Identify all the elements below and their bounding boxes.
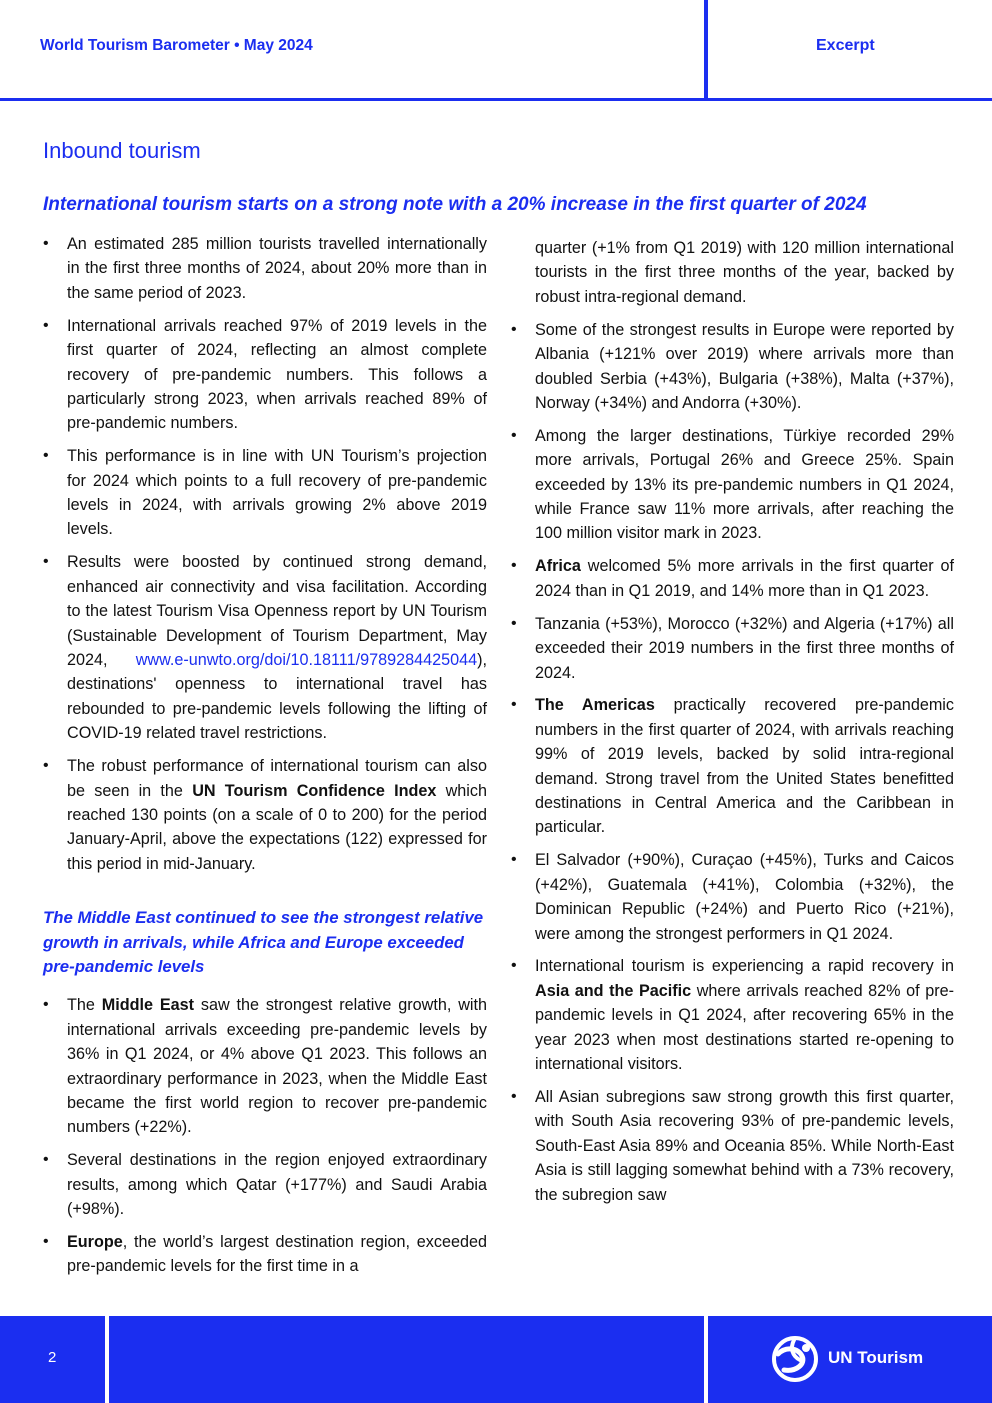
item-bold-text: Europe [67,1233,123,1252]
list-item: • Among the larger destinations, Türkiye recorded 29% more arrivals, Portugal 26% and Greece 25%. Spain exceeded by 13% its pre-pandemic numbers in Q1 2024, while France saw 11% more arrivals, after reaching the 100 million visitor mark in 2023. [511,424,954,546]
item-bold-text: Middle East [101,996,195,1015]
list-item [43,550,487,745]
list-item [43,754,487,876]
right-column [511,236,954,1216]
list-item [511,554,954,603]
list-item: • Tanzania (+53%), Morocco (+32%) and Algeria (+17%) all exceeded their 2019 numbers in the first three months of 2024. [511,612,954,685]
item-text: International tourism is experiencing a rapid recovery in [535,957,954,976]
header-rule [0,98,992,101]
list-item: • This performance is in line with UN Tourism’s projection for 2024 which points to a full recovery of pre-pandemic levels in 2024, with arrivals growing 2% above 2019 levels. [43,444,487,542]
item-bold-text: UN Tourism Confidence Index [192,781,437,800]
item-text: which reached 130 points (on a scale of 0 to 200) for the period January-April, above the expectations (122) expressed for this period in mid-January. [67,781,488,873]
item-text: The robust performance of international tourism can also be seen in the [67,757,487,800]
item-text: practically recovered pre-pandemic numbers in the first quarter of 2024, with arrivals reaching 99% of 2019 levels, backed by solid intra-regional demand. Strong travel from the United States benefitted destinations in Central America and the Caribbean in particular. [535,696,954,837]
list-item: • Several destinations in the region enjoyed extraordinary results, among which Qatar (+177%) and Saudi Arabia (+98%). [43,1148,487,1221]
item-bold-text: The Americas [535,696,655,715]
bullet-list [43,993,487,1278]
footer-divider [105,1316,109,1403]
list-item [43,1230,487,1279]
list-item [511,954,954,1076]
bullet-list [43,232,487,876]
list-item: • An estimated 285 million tourists travelled internationally in the first three months of 2024, about 20% more than in the same period of 2023. [43,232,487,305]
header-divider [704,0,708,101]
item-text: welcomed 5% more arrivals in the first quarter of 2024 than in Q1 2019, and 14% more than in Q1 2023. [535,557,954,600]
section-subtitle: International tourism starts on a strong note with a 20% increase in the first quarter of 2024 [43,194,867,215]
footer-divider [704,1316,708,1403]
item-text: where arrivals reached 82% of pre-pandemic levels in Q1 2024, after recovering 65% in the year 2023 when most destinations started re-opening to international visitors. [535,981,954,1074]
item-text: The [67,996,102,1015]
page-number: 2 [48,1349,57,1366]
item-text: , the world’s largest destination region, exceeded pre-pandemic levels for the first time in a [67,1233,487,1276]
continued-text: quarter (+1% from Q1 2019) with 120 million international tourists in the first three months of the year, backed by robust intra-regional demand. [535,239,954,306]
item-text: ), destinations' openness to international travel has rebounded to pre-pandemic levels following the lifting of COVID-19 related travel restrictions. [67,651,487,743]
item-text: saw the strongest relative growth, with international arrivals exceeding pre-pandemic levels by 36% in Q1 2024, or 4% above Q1 2023. This follows an extraordinary performance in 2023, when the Middle East became the first world region to recover pre-pandemic numbers (+22%). [67,996,487,1137]
item-text: Results were boosted by continued strong demand, enhanced air connectivity and visa facilitation. According to the latest Tourism Visa Openness report by UN Tourism (Sustainable Development of Tourism Department, May 2024, [67,553,487,669]
list-item [511,693,954,839]
item-bold-text: Asia and the Pacific [535,981,692,1000]
list-item: • El Salvador (+90%), Curaçao (+45%), Turks and Caicos (+42%), Guatemala (+41%), Colombia (+32%), the Dominican Republic (+24%) and Puerto Rico (+21%), were among the strongest performers in Q1 2024. [511,848,954,946]
list-item [43,993,487,1139]
excerpt-label: Excerpt [816,37,875,54]
list-item: • Some of the strongest results in Europe were reported by Albania (+121% over 2019) where arrivals more than doubled Serbia (+43%), Bulgaria (+38%), Malta (+37%), Norway (+34%) and Andorra (+30%). [511,318,954,416]
list-item: • All Asian subregions saw strong growth this first quarter, with South Asia recovering 93% of pre-pandemic levels, South-East Asia 89% and Oceania 85%. While North-East Asia is still lagging somewhat behind with a 73% recovery, the subregion saw [511,1085,954,1207]
publication-title: World Tourism Barometer • May 2024 [40,37,313,54]
list-item: • International arrivals reached 97% of 2019 levels in the first quarter of 2024, reflecting an almost complete recovery of pre-pandemic numbers. This follows a particularly strong 2023, when arrivals reached 89% of pre-pandemic numbers. [43,314,487,436]
logo-wordmark: UN Tourism [828,1348,924,1367]
item-bold-text: Africa [535,557,581,576]
un-tourism-logo-icon [772,1336,818,1382]
middle-east-subheading: The Middle East continued to see the strongest relative growth in arrivals, while Africa and Europe exceeded pre-pandemic levels [43,908,484,976]
section-title: Inbound tourism [43,138,201,163]
bullet-list [511,318,954,1207]
left-column [43,232,487,1287]
visa-openness-report-link[interactable]: www.e-unwto.org/doi/10.18111/9789284425044 [135,651,478,669]
page-footer [0,1316,992,1403]
